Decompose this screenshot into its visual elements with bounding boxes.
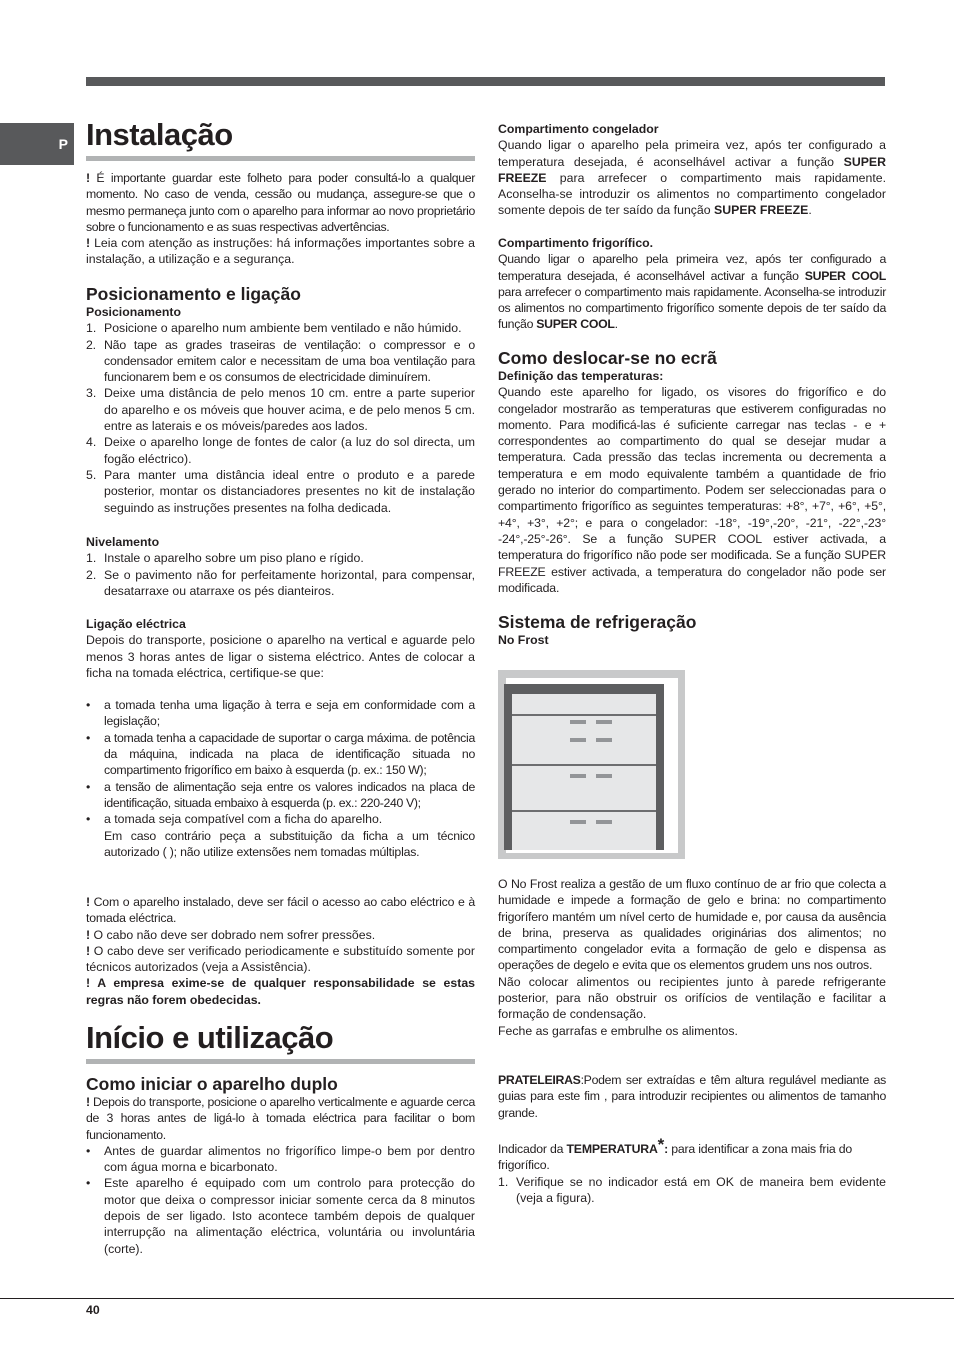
display-heading: Como deslocar-se no ecrã: [498, 348, 717, 368]
intro-paragraph: ! É importante guardar este folheto para poder consultá-lo a qualquer momento. No caso de venda, cessão ou mudança, assegure-se que o mesmo permaneça junto com o aparelho para informar ao novo proprietário sobre o funcionamento e as suas respectivas advertências.: [86, 171, 475, 234]
start-intro: ! Depois do transporte, posicione o aparelho verticalmente e aguarde cerca de 3 horas antes de ligá-lo à tomada eléctrica para facilitar o bom funcionamento.: [86, 1095, 475, 1142]
indicator-paragraph: Indicador da TEMPERATURA*: para identificar a zona mais fria do frigorífico.: [498, 1135, 852, 1173]
fridge-subheading: Compartimento frigorífico.: [498, 236, 654, 250]
indicator-block: [498, 1137, 886, 1206]
warning-paragraph: ! O cabo deve ser verificado periodicamente e substituído somente por técnicos autorizados (veja a Assistência).: [86, 943, 475, 975]
nofrost-paragraph: Feche as garrafas e embrulhe os alimentos.: [498, 1023, 738, 1038]
positioning-list: [86, 320, 475, 516]
intro-block: [86, 170, 475, 268]
warnings-block: [86, 894, 475, 1008]
list-item: 2. Se o pavimento não for perfeitamente horizontal, para compensar, desatarraxe ou atarraxe os pés dianteiros.: [86, 567, 475, 598]
intro-paragraph: ! Leia com atenção as instruções: há informações importantes sobre a instalação, a utilização e a segurança.: [86, 236, 475, 267]
fridge-paragraph: Quando ligar o aparelho pela primeira vez, após ter configurado a temperatura desejada, é aconselhável activar a função SUPER COOL para arrefecer o compartimento mais rapidamente. Aconselha-se introduzir os alimentos no compartimento frigorífico somente depois de ter saído da função SUPER COOL.: [498, 252, 886, 332]
fridge-figure: [498, 670, 685, 859]
electrical-paragraph: Depois do transporte, posicione o aparelho na vertical e aguarde pelo menos 3 horas antes de ligar o sistema eléctrico. Antes de colocar a ficha na tomada eléctrica, certifique-se que:: [86, 633, 475, 680]
start-section: [86, 1074, 475, 1257]
language-tab: P: [0, 123, 74, 165]
leveling-section: [86, 534, 475, 599]
list-item: 1. Verifique se no indicador está em OK de maneira bem evidente (veja a figura).: [498, 1174, 886, 1205]
list-item: Em caso contrário peça a substituição da ficha a um técnico autorizado ( ); não utilize extensões nem tomadas múltiplas.: [104, 828, 475, 859]
top-rule: [86, 77, 885, 86]
page-number: 40: [86, 1303, 100, 1317]
leveling-list: [86, 550, 475, 599]
warning-paragraph: ! O cabo não deve ser dobrado nem sofrer pressões.: [86, 927, 376, 942]
list-item: • a tomada seja compatível com a ficha do aparelho.: [86, 812, 383, 827]
leveling-subheading: Nivelamento: [86, 535, 160, 549]
indicator-list: [498, 1174, 886, 1207]
list-item: 3. Deixe uma distância de pelo menos 10 cm. entre a parte superior do aparelho e os móveis que houver acima, e de pelo menos 5 cm. entre as laterais e os móveis/paredes aos lados.: [86, 386, 475, 434]
nofrost-subheading: No Frost: [498, 633, 549, 647]
list-item: 4. Deixe o aparelho longe de fontes de calor (a luz do sol directa, um fogão eléctrico).: [86, 435, 475, 466]
start-heading: Como iniciar o aparelho duplo: [86, 1074, 338, 1094]
nofrost-block: [498, 876, 886, 1039]
shelves-block: [498, 1072, 886, 1121]
electrical-list: [86, 697, 475, 860]
warning-paragraph: ! Com o aparelho instalado, deve ser fácil o acesso ao cabo eléctrico e à tomada eléctrica.: [86, 895, 475, 926]
nofrost-paragraph: Não colocar alimentos ou recipientes junto à parede refrigerante posterior, para não obstruir os orifícios de ventilação e facilitar a formação de condensação.: [498, 974, 886, 1022]
freezer-subheading: Compartimento congelador: [498, 122, 659, 136]
start-list: [86, 1143, 475, 1257]
refrigeration-section: [498, 612, 886, 648]
electrical-section: [86, 616, 475, 860]
list-item: • a tomada tenha a capacidade de suportar o carga máxima. de potência da máquina, indicada na placa de identificação situada no compartimento frigorífico em baixo à esquerda (p. ex.: 150 W);: [86, 730, 475, 778]
positioning-section: [86, 284, 475, 516]
display-paragraph: Quando este aparelho for ligado, os visores do frigorífico e do congelador mostrarão as temperaturas que estiverem configuradas no momento. Para modificá-las é suficiente carregar nas teclas - e + correspondentes ao compartimento do qual se desejar mudar a temperatura. Cada pressão das teclas incrementa ou decrementa a temperatura e em modo equivalente também a quantidade de frio gerado no interior do compartimento. Podem ser seleccionadas para o compartimento frigorífico as seguintes temperaturas: +8°, +7°, +6°, +5°, +4°, +3°, +2°; e para o congelador: -18°, -19°,-20°, -21°, -22°,-23° -24°,-25°-26°. Se a função SUPER COOL estiver activada, a temperatura do frigorífico não pode ser modificada. Se a função SUPER FREEZE estiver activada, a temperatura do congelador não pode ser modificada.: [498, 385, 886, 595]
display-section: [498, 348, 886, 596]
display-subheading: Definição das temperaturas:: [498, 369, 664, 383]
list-item: • a tomada tenha uma ligação à terra e seja em conformidade com a legislação;: [86, 698, 475, 729]
freezer-paragraph: Quando ligar o aparelho pela primeira vez, após ter configurado a temperatura desejada, é aconselhável activar a função SUPER FREEZE para arrefecer o compartimento mais rapidamente. Aconselha-se introduzir os alimentos no compartimento congelador somente depois de ter saído da função SUPER FREEZE.: [498, 138, 886, 218]
list-item: 5. Para manter uma distância ideal entre o produto e a parede posterior, montar os distanciadores presentes no kit de instalação seguindo as instruções presentes na folha dedicada.: [86, 467, 475, 515]
nofrost-paragraph: O No Frost realiza a gestão de um fluxo contínuo de ar frio que colecta a humidade e impede a formação de gelo e brina: no compartimento frigorífero mantém um nível certo de humidade e, por causa da ausência de brina, preserva as qualidades originárias dos alimentos; no compartimento congelador evita a formação de gelo e dispensa as operações de degelo e evita que os elementos grudem uns nos outros.: [498, 877, 886, 973]
positioning-heading: Posicionamento e ligação: [86, 284, 301, 304]
warning-bold: ! A empresa exime-se de qualquer responsabilidade se estas regras não forem obedecidas.: [86, 976, 475, 1007]
electrical-subheading: Ligação eléctrica: [86, 617, 186, 631]
fridge-section: [498, 235, 886, 333]
shelves-paragraph: PRATELEIRAS:Podem ser extraídas e têm altura regulável mediante as guias para este fim , para introduzir recipientes ou alimentos de tamanho grande.: [498, 1073, 886, 1120]
list-item: • Antes de guardar alimentos no frigorífico limpe-o bem por dentro com água morna e bicarbonato.: [86, 1143, 475, 1175]
footer-rule: [0, 1298, 954, 1299]
section-title-start: Início e utilização: [86, 1021, 475, 1064]
refrigeration-heading: Sistema de refrigeração: [498, 612, 697, 632]
section-title-installation: Instalação: [86, 118, 475, 161]
list-item: 1. Posicione o aparelho num ambiente bem ventilado e não húmido.: [86, 321, 462, 336]
list-item: 1. Instale o aparelho sobre um piso plano e rígido.: [86, 551, 364, 566]
list-item: • Este aparelho é equipado com um controlo para protecção do motor que deixa o compressor iniciar somente cerca da 8 minutos depois de ser ligado. Isto acontece também depois de qualquer interrupção na alimentação eléctrica, voluntária ou involuntária (corte).: [86, 1176, 475, 1256]
list-item: • a tensão de alimentação seja entre os valores indicados na placa de identificação, situada embaixo à esquerda (p. ex.: 220-240 V);: [86, 779, 475, 810]
list-item: 2. Não tape as grades traseiras de ventilação: o compressor e o condensador emitem calor e necessitam de uma boa ventilação para funcionarem bem e os consumos de electricidade diminuírem.: [86, 337, 475, 385]
positioning-subheading: Posicionamento: [86, 305, 181, 319]
freezer-section: [498, 121, 886, 219]
